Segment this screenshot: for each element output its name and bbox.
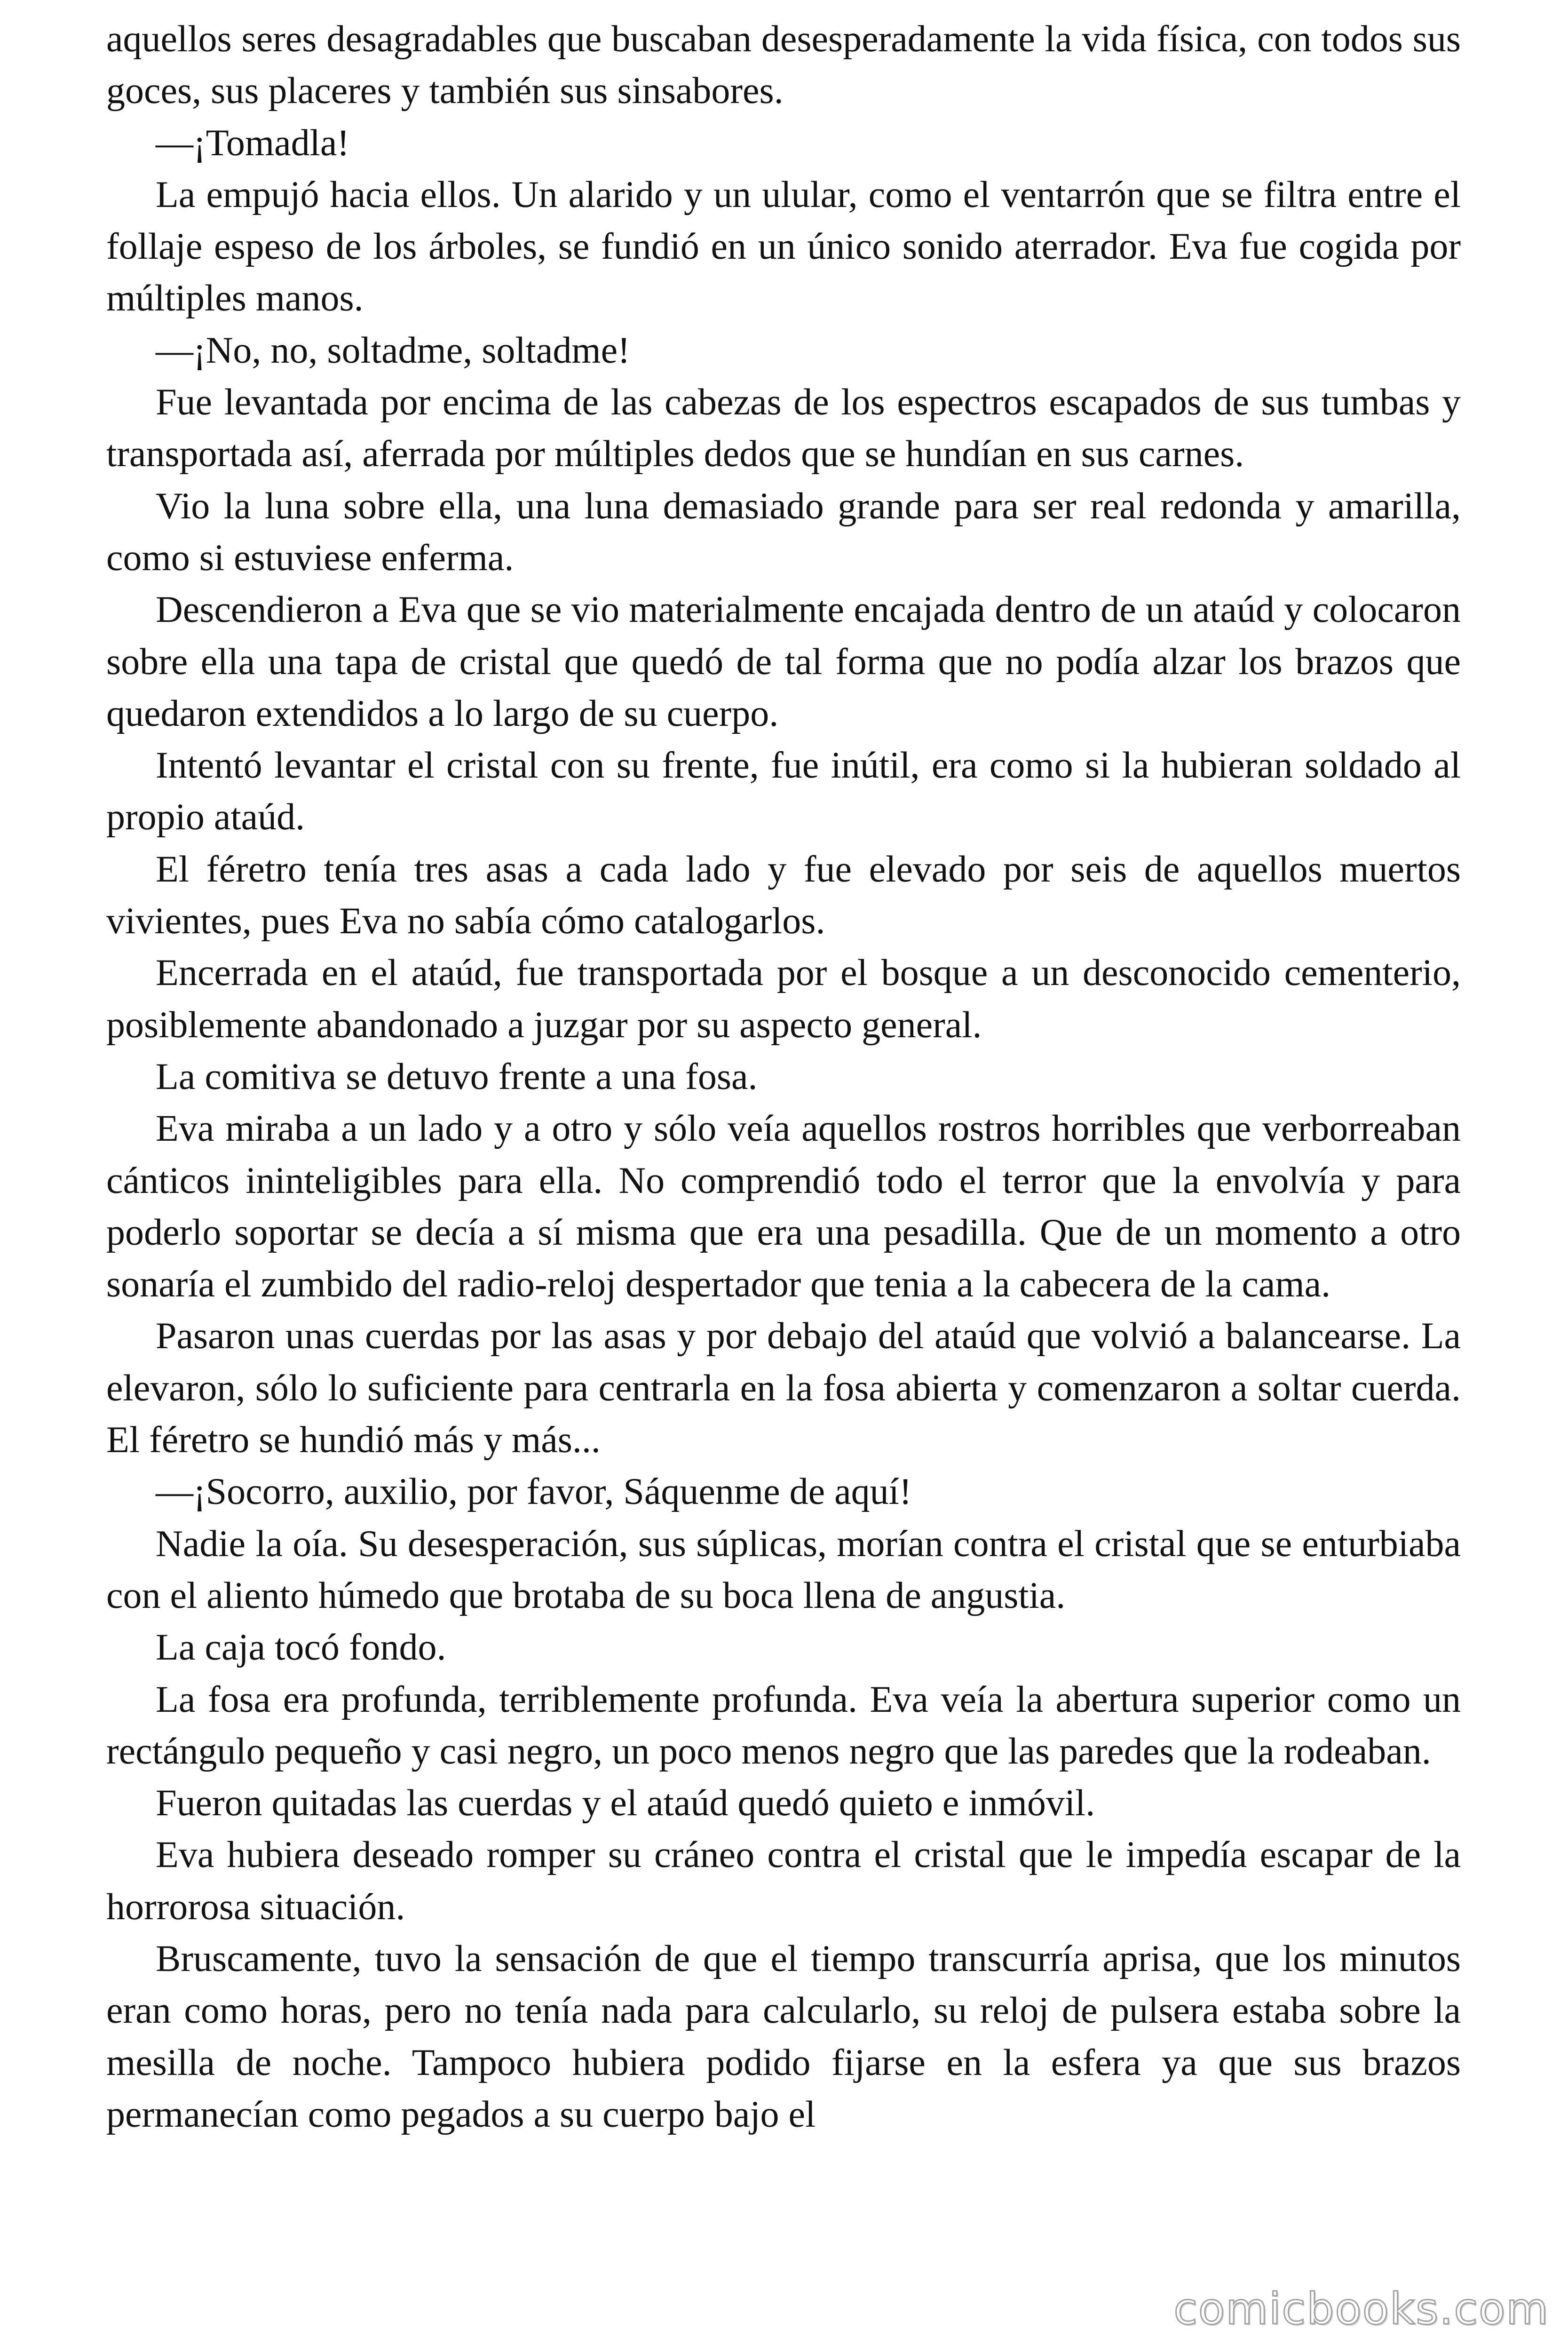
paragraph: Nadie la oía. Su desesperación, sus súplicas, morían contra el cristal que se enturbiaba con el aliento húmedo que brotaba de su boca llena de angustia.	[106, 1523, 1461, 1616]
paragraph: Vio la luna sobre ella, una luna demasiado grande para ser real redonda y amarilla, como si estuviese enferma.	[106, 485, 1461, 579]
paragraph: Eva hubiera deseado romper su cráneo contra el cristal que le impedía escapar de la horrorosa situación.	[106, 1834, 1461, 1928]
paragraph: Descendieron a Eva que se vio materialmente encajada dentro de un ataúd y colocaron sobre ella una tapa de cristal que quedó de tal forma que no podía alzar los brazos que quedaron extendidos a lo largo de su cuerpo.	[106, 589, 1461, 734]
page-text	[106, 13, 1461, 2140]
paragraph: Pasaron unas cuerdas por las asas y por debajo del ataúd que volvió a balancearse. La elevaron, sólo lo suficiente para centrarla en la fosa abierta y comenzaron a soltar cuerda. El féretro se hundió más y más...	[106, 1315, 1461, 1461]
paragraph: —¡Socorro, auxilio, por favor, Sáquenme de aquí!	[156, 1471, 912, 1513]
paragraph: Bruscamente, tuvo la sensación de que el tiempo transcurría aprisa, que los minutos eran como horas, pero no tenía nada para calcularlo, su reloj de pulsera estaba sobre la mesilla de noche. Tampoco hubiera podido fijarse en la esfera ya que sus brazos permanecían como pegados a su cuerpo bajo el	[106, 1938, 1461, 2135]
paragraph: —¡Tomadla!	[156, 122, 350, 164]
paragraph: La empujó hacia ellos. Un alarido y un ulular, como el ventarrón que se filtra entre el follaje espeso de los árboles, se fundió en un único sonido aterrador. Eva fue cogida por múltiples manos.	[106, 174, 1461, 319]
paragraph: Eva miraba a un lado y a otro y sólo veía aquellos rostros horribles que verborreaban cánticos ininteligibles para ella. No comprendió todo el terror que la envolvía y para poderlo soportar se decía a sí misma que era una pesadilla. Que de un momento a otro sonaría el zumbido del radio-reloj despertador que tenia a la cabecera de la cama.	[106, 1108, 1461, 1305]
paragraph: Intentó levantar el cristal con su frente, fue inútil, era como si la hubieran soldado al propio ataúd.	[106, 745, 1461, 838]
paragraph: La fosa era profunda, terriblemente profunda. Eva veía la abertura superior como un rectángulo pequeño y casi negro, un poco menos negro que las paredes que la rodeaban.	[106, 1678, 1461, 1772]
paragraph: El féretro tenía tres asas a cada lado y fue elevado por seis de aquellos muertos vivientes, pues Eva no sabía cómo catalogarlos.	[106, 848, 1461, 942]
paragraph: Fueron quitadas las cuerdas y el ataúd quedó quieto e inmóvil.	[156, 1782, 1095, 1824]
paragraph: Encerrada en el ataúd, fue transportada por el bosque a un desconocido cementerio, posiblemente abandonado a juzgar por su aspecto general.	[106, 952, 1461, 1046]
watermark: comicbooks.com	[1173, 2284, 1549, 2334]
paragraph: —¡No, no, soltadme, soltadme!	[156, 329, 630, 371]
paragraph: aquellos seres desagradables que buscaban desesperadamente la vida física, con todos sus goces, sus placeres y también sus sinsabores.	[106, 18, 1461, 112]
paragraph: Fue levantada por encima de las cabezas de los espectros escapados de sus tumbas y transportada así, aferrada por múltiples dedos que se hundían en sus carnes.	[106, 381, 1461, 475]
paragraph: La comitiva se detuvo frente a una fosa.	[156, 1056, 758, 1097]
paragraph: La caja tocó fondo.	[156, 1627, 446, 1669]
